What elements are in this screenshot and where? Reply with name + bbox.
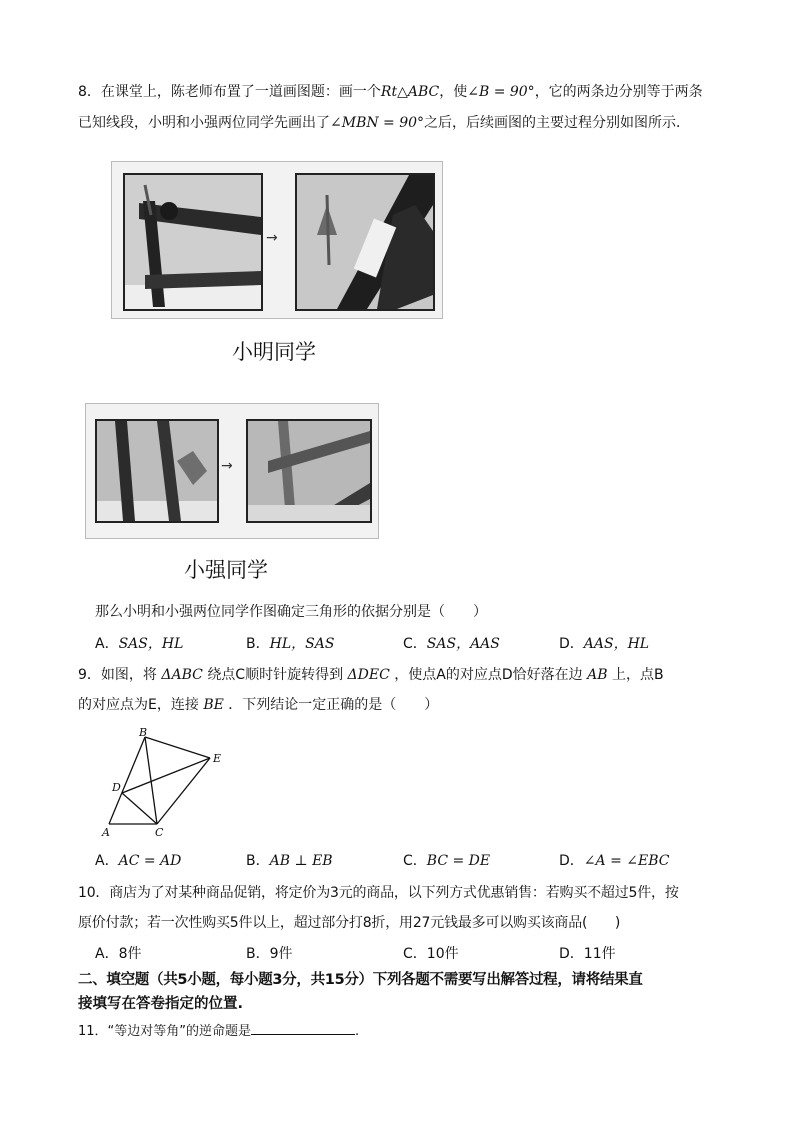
xiaoming-step1-drawing (125, 175, 261, 309)
option-label: D． (559, 853, 584, 869)
q9-text: ．下列结论一定正确的是（ ） (228, 697, 439, 713)
option-value: BC = DE (426, 853, 491, 869)
option-label: A． (95, 946, 119, 962)
label-a: A (102, 826, 110, 839)
segment-be (145, 737, 210, 758)
q8-math-angle: ∠B = 90° (467, 84, 535, 100)
caption-xiaoqiang: 小强同学 (184, 558, 268, 582)
option-value: AB ⊥ EB (269, 853, 333, 869)
option-label: C． (403, 853, 427, 869)
q10-option-d[interactable] (559, 944, 616, 964)
q9-line-2 (78, 695, 438, 715)
option-label: A． (95, 636, 119, 652)
xiaoqiang-step2-drawing (248, 421, 370, 521)
q8-math-triangle: Rt△ABC (380, 84, 440, 100)
q8-text: 之后，后续画图的主要过程分别如图所示． (424, 115, 691, 131)
q9-text: 上，点B (611, 667, 664, 683)
q8-text: ，它的两条边分别等于两条 (534, 84, 703, 100)
q10-option-b[interactable] (246, 944, 293, 964)
q8-option-b[interactable] (246, 634, 334, 654)
section-2-heading-line-1: 二、填空题（共5小题，每小题3分，共15分）下列各题不需要写出解答过程，请将结果直 (78, 972, 643, 988)
q9-math: AB (587, 667, 608, 683)
option-label: B． (246, 853, 270, 869)
label-d: D (112, 781, 121, 794)
spellcheck-underline (232, 367, 316, 370)
option-value: HL，SAS (269, 636, 335, 652)
q9-text: ，使点A的对应点D恰好落在边 (394, 667, 583, 683)
option-label: C． (403, 946, 427, 962)
q9-text: 的对应点为E，连接 (78, 697, 199, 713)
q10-option-a[interactable] (95, 944, 142, 964)
xiaoqiang-step1-drawing (97, 421, 217, 521)
q9-math: ΔDEC (347, 667, 390, 683)
xiaoqiang-photo-step1 (95, 419, 219, 523)
q9-option-a[interactable] (95, 851, 181, 871)
xiaoqiang-photo-panel (85, 403, 379, 539)
xiaoming-photo-step2 (295, 173, 435, 311)
option-label: A． (95, 853, 119, 869)
option-label: B． (246, 946, 270, 962)
xiaoqiang-photo-step2 (246, 419, 372, 523)
xiaoming-step2-drawing (297, 175, 433, 309)
q9-text: 9．如图，将 (78, 667, 157, 683)
option-value: 10件 (426, 946, 459, 962)
option-label: D． (559, 636, 584, 652)
segment-de (122, 758, 210, 793)
q9-geometry-figure (96, 726, 236, 840)
caption-xiaoming: 小明同学 (232, 340, 316, 364)
label-b: B (139, 726, 148, 739)
section-2-heading-line-2: 接填写在答卷指定的位置. (78, 996, 244, 1012)
label-e: E (213, 752, 222, 765)
q8-math-angle-mbn: ∠MBN = 90° (330, 115, 425, 131)
q9-math: ΔABC (161, 667, 203, 683)
option-label: C． (403, 636, 427, 652)
q8-stem: 那么小明和小强两位同学作图确定三角形的依据分别是（ ） (95, 604, 487, 620)
option-value: AC = AD (118, 853, 182, 869)
q9-option-b[interactable] (246, 851, 333, 871)
option-value: SAS，AAS (426, 636, 500, 652)
q8-text: ，使 (439, 84, 468, 100)
q11-text: 11．“等边对等角”的逆命题是 (78, 1024, 252, 1039)
q11-line (78, 1019, 359, 1042)
option-label: D． (559, 946, 584, 962)
q8-text: 8．在课堂上，陈老师布置了一道画图题：画一个 (78, 84, 381, 100)
segment-dc (122, 793, 157, 824)
q9-math: BE (203, 697, 224, 713)
q9-option-d[interactable] (559, 851, 669, 871)
q10-line-2: 原价付款；若一次性购买5件以上，超过部分打8折，用27元钱最多可以购买该商品( ) (78, 915, 621, 931)
arrow-icon: → (221, 458, 233, 474)
option-value: SAS，HL (118, 636, 184, 652)
q8-option-c[interactable] (403, 634, 500, 654)
q9-line-1 (78, 665, 664, 685)
xiaoming-photo-panel (111, 161, 443, 319)
q8-option-a[interactable] (95, 634, 183, 654)
q9-text: 绕点C顺时针旋转得到 (207, 667, 344, 683)
option-value: 8件 (118, 946, 142, 962)
q10-option-c[interactable] (403, 944, 459, 964)
q9-option-c[interactable] (403, 851, 490, 871)
q11-answer-blank[interactable] (251, 1019, 355, 1035)
xiaoming-photo-step1 (123, 173, 263, 311)
option-label: B． (246, 636, 270, 652)
label-c: C (155, 826, 164, 839)
arrow-icon: → (266, 230, 278, 246)
q10-line-1: 10．商店为了对某种商品促销，将定价为3元的商品，以下列方式优惠销售：若购买不超过5件，按 (78, 885, 679, 901)
option-value: 11件 (583, 946, 616, 962)
q8-line-2 (78, 113, 690, 133)
option-value: ∠A = ∠EBC (583, 853, 670, 869)
option-value: AAS，HL (583, 636, 650, 652)
segment-bc (145, 737, 157, 824)
q8-option-d[interactable] (559, 634, 649, 654)
q11-end: . (355, 1024, 360, 1039)
q8-text: 已知线段，小明和小强两位同学先画出了 (78, 115, 330, 131)
option-value: 9件 (269, 946, 293, 962)
q8-line-1 (78, 82, 703, 102)
